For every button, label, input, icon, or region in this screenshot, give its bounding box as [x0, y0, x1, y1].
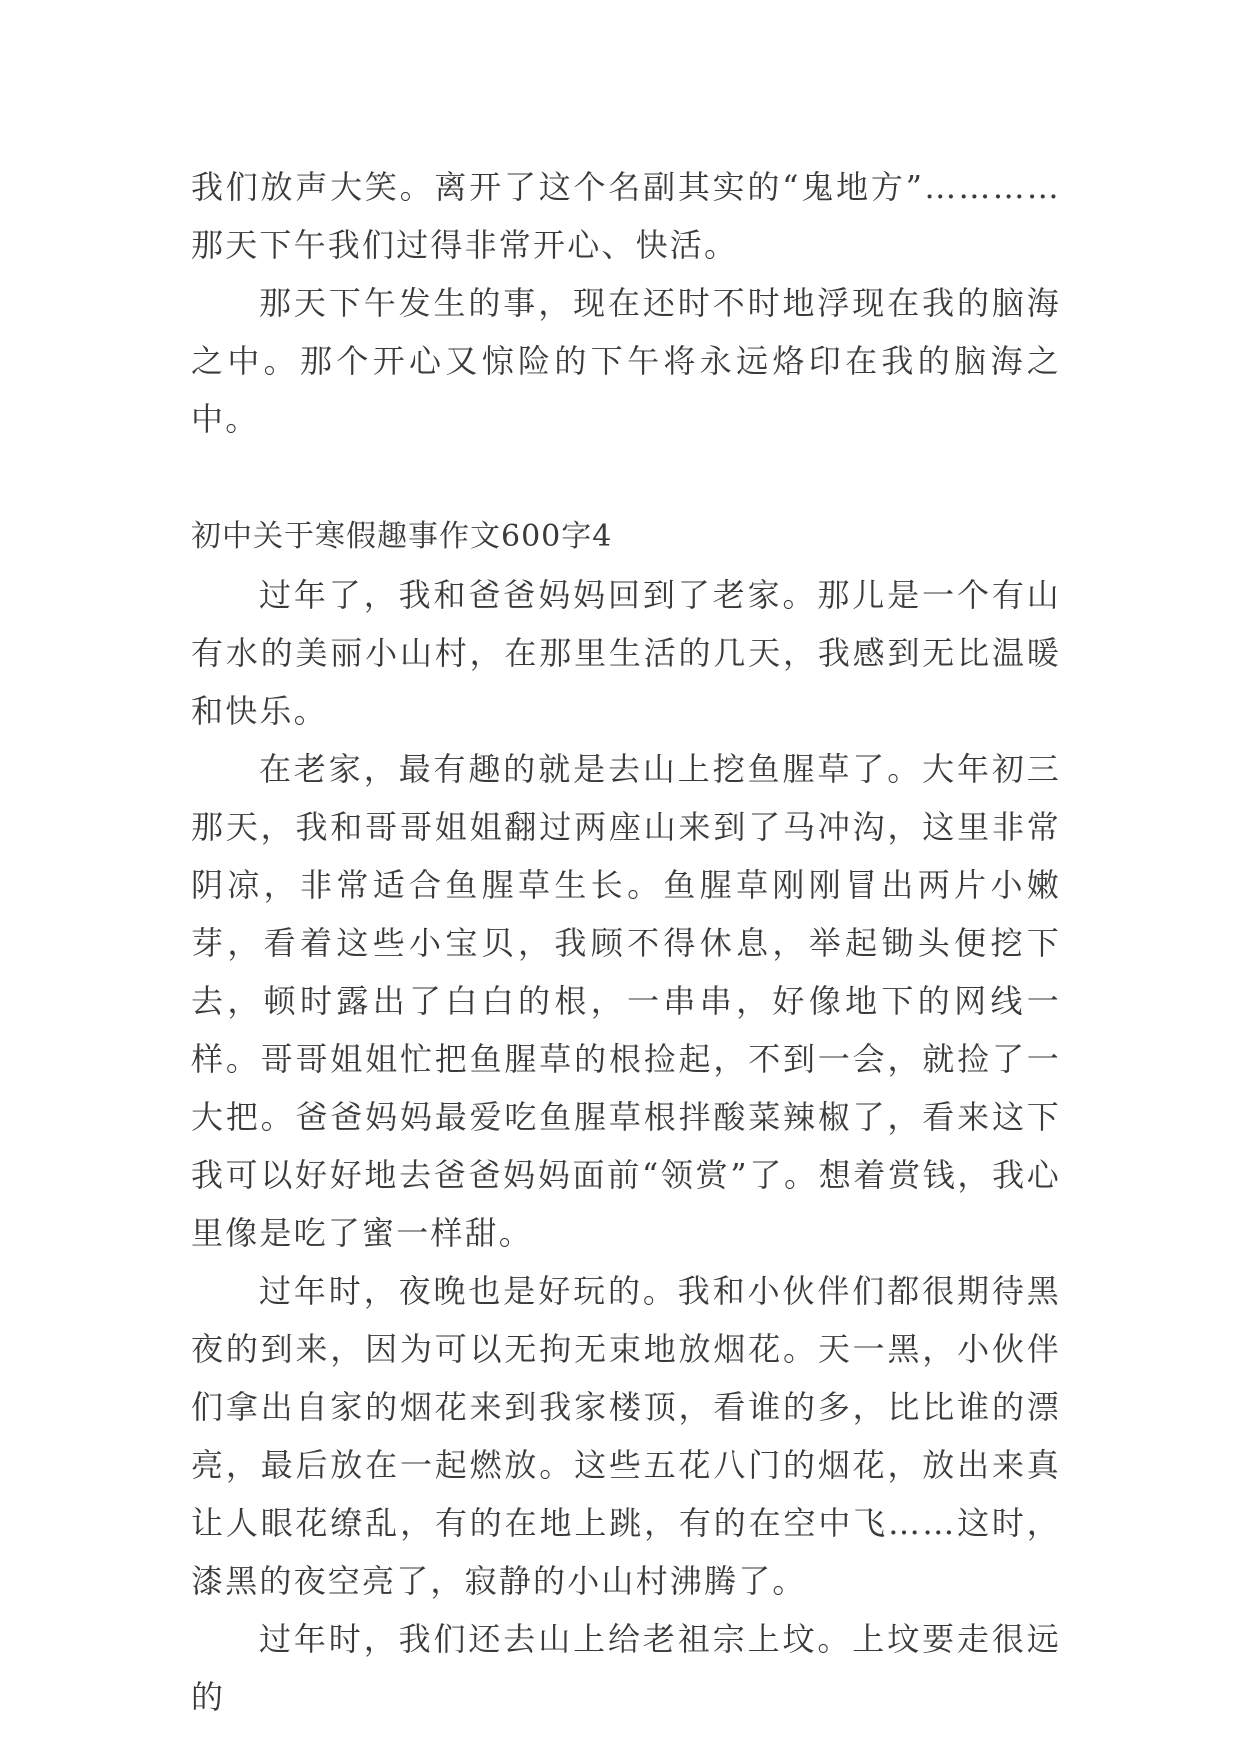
document-body — [191, 158, 1061, 1726]
section-title: 初中关于寒假趣事作文600字4 — [191, 519, 613, 554]
paragraph-2: 在老家，最有趣的就是去山上挖鱼腥草了。大年初三那天，我和哥哥姐姐翻过两座山来到了马冲沟，这里非常阴凉，非常适合鱼腥草生长。鱼腥草刚刚冒出两片小嫩芽，看着这些小宝贝，我顾不得休息，举起锄头便挖下去，顿时露出了白白的根，一串串，好像地下的网线一样。哥哥姐姐忙把鱼腥草的根捡起，不到一会，就捡了一大把。爸爸妈妈最爱吃鱼腥草根拌酸菜辣椒了，看来这下我可以好好地去爸爸妈妈面前“领赏”了。想着赏钱，我心里像是吃了蜜一样甜。 — [191, 750, 1061, 1252]
paragraph-conclusion: 那天下午发生的事，现在还时不时地浮现在我的脑海之中。那个开心又惊险的下午将永远烙印在我的脑海之中。 — [191, 284, 1061, 438]
paragraph-continuation: 我们放声大笑。离开了这个名副其实的“鬼地方”…………那天下午我们过得非常开心、快活。 — [191, 168, 1061, 264]
paragraph-4: 过年时，我们还去山上给老祖宗上坟。上坟要走很远的 — [191, 1620, 1061, 1716]
paragraph-3: 过年时，夜晚也是好玩的。我和小伙伴们都很期待黑夜的到来，因为可以无拘无束地放烟花。天一黑，小伙伴们拿出自家的烟花来到我家楼顶，看谁的多，比比谁的漂亮，最后放在一起燃放。这些五花八门的烟花，放出来真让人眼花缭乱，有的在地上跳，有的在空中飞……这时，漆黑的夜空亮了，寂静的小山村沸腾了。 — [191, 1272, 1061, 1600]
paragraph-1: 过年了，我和爸爸妈妈回到了老家。那儿是一个有山有水的美丽小山村，在那里生活的几天，我感到无比温暖和快乐。 — [191, 576, 1061, 730]
